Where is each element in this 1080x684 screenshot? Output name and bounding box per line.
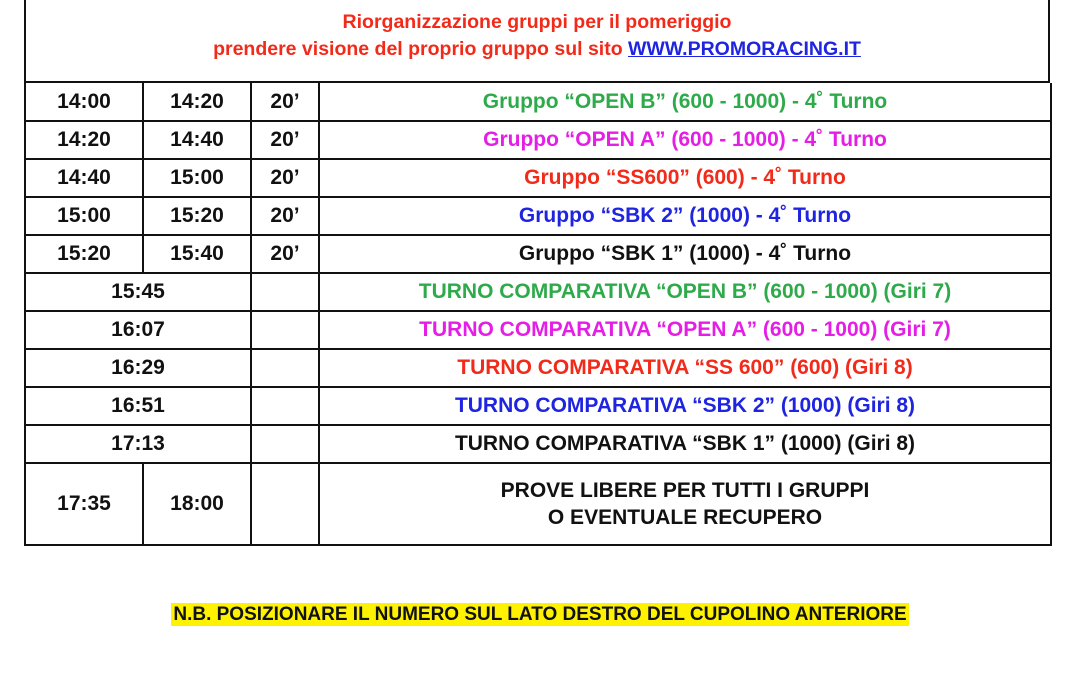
table-row — [25, 197, 1051, 235]
table-row — [25, 311, 1051, 349]
session-label: Gruppo “SBK 1” (1000) - 4˚ Turno — [319, 235, 1051, 273]
empty-cell — [251, 387, 319, 425]
free-end-time: 18:00 — [143, 463, 251, 545]
comparative-label: TURNO COMPARATIVA “SS 600” (600) (Giri 8) — [319, 349, 1051, 387]
free-practice-line1: PROVE LIBERE PER TUTTI I GRUPPI — [500, 479, 870, 502]
duration: 20’ — [251, 83, 319, 121]
duration: 20’ — [251, 121, 319, 159]
header-subtitle — [26, 36, 1048, 63]
start-time: 14:20 — [25, 121, 143, 159]
comparative-label: TURNO COMPARATIVA “OPEN B” (600 - 1000) (Giri 7) — [319, 273, 1051, 311]
table-row — [25, 121, 1051, 159]
session-label: Gruppo “OPEN A” (600 - 1000) - 4˚ Turno — [319, 121, 1051, 159]
comparative-label: TURNO COMPARATIVA “OPEN A” (600 - 1000) (Giri 7) — [319, 311, 1051, 349]
end-time: 15:40 — [143, 235, 251, 273]
empty-cell — [251, 349, 319, 387]
empty-cell — [251, 463, 319, 545]
table-row — [25, 273, 1051, 311]
free-start-time: 17:35 — [25, 463, 143, 545]
start-time: 14:40 — [25, 159, 143, 197]
session-label: Gruppo “SS600” (600) - 4˚ Turno — [319, 159, 1051, 197]
end-time: 15:00 — [143, 159, 251, 197]
schedule-table — [24, 83, 1052, 546]
table-row — [25, 349, 1051, 387]
start-time: 15:20 — [25, 235, 143, 273]
comparative-time: 16:07 — [25, 311, 251, 349]
table-row — [25, 83, 1051, 121]
session-label: Gruppo “SBK 2” (1000) - 4˚ Turno — [319, 197, 1051, 235]
note-text: N.B. POSIZIONARE IL NUMERO SUL LATO DESTRO DEL CUPOLINO ANTERIORE — [173, 604, 907, 625]
comparative-label: TURNO COMPARATIVA “SBK 2” (1000) (Giri 8) — [319, 387, 1051, 425]
empty-cell — [251, 425, 319, 463]
empty-cell — [251, 311, 319, 349]
free-practice-line2: O EVENTUALE RECUPERO — [547, 506, 823, 529]
comparative-time: 15:45 — [25, 273, 251, 311]
comparative-time: 17:13 — [25, 425, 251, 463]
promoracing-link[interactable]: WWW.PROMORACING.IT — [628, 38, 861, 60]
table-row — [25, 463, 1051, 545]
start-time: 15:00 — [25, 197, 143, 235]
comparative-time: 16:51 — [25, 387, 251, 425]
duration: 20’ — [251, 159, 319, 197]
duration: 20’ — [251, 197, 319, 235]
schedule-sheet — [24, 0, 1050, 546]
end-time: 14:40 — [143, 121, 251, 159]
header-subtitle-text: prendere visione del proprio gruppo sul sito — [213, 38, 629, 60]
end-time: 14:20 — [143, 83, 251, 121]
start-time: 14:00 — [25, 83, 143, 121]
comparative-time: 16:29 — [25, 349, 251, 387]
note-banner — [0, 604, 1080, 626]
session-label: Gruppo “OPEN B” (600 - 1000) - 4˚ Turno — [319, 83, 1051, 121]
table-row — [25, 387, 1051, 425]
empty-cell — [251, 273, 319, 311]
end-time: 15:20 — [143, 197, 251, 235]
duration: 20’ — [251, 235, 319, 273]
schedule-header — [24, 0, 1050, 83]
table-row — [25, 159, 1051, 197]
comparative-label: TURNO COMPARATIVA “SBK 1” (1000) (Giri 8) — [319, 425, 1051, 463]
table-row — [25, 425, 1051, 463]
table-row — [25, 235, 1051, 273]
header-title: Riorganizzazione gruppi per il pomeriggio — [342, 11, 732, 33]
free-practice-label — [319, 463, 1051, 545]
